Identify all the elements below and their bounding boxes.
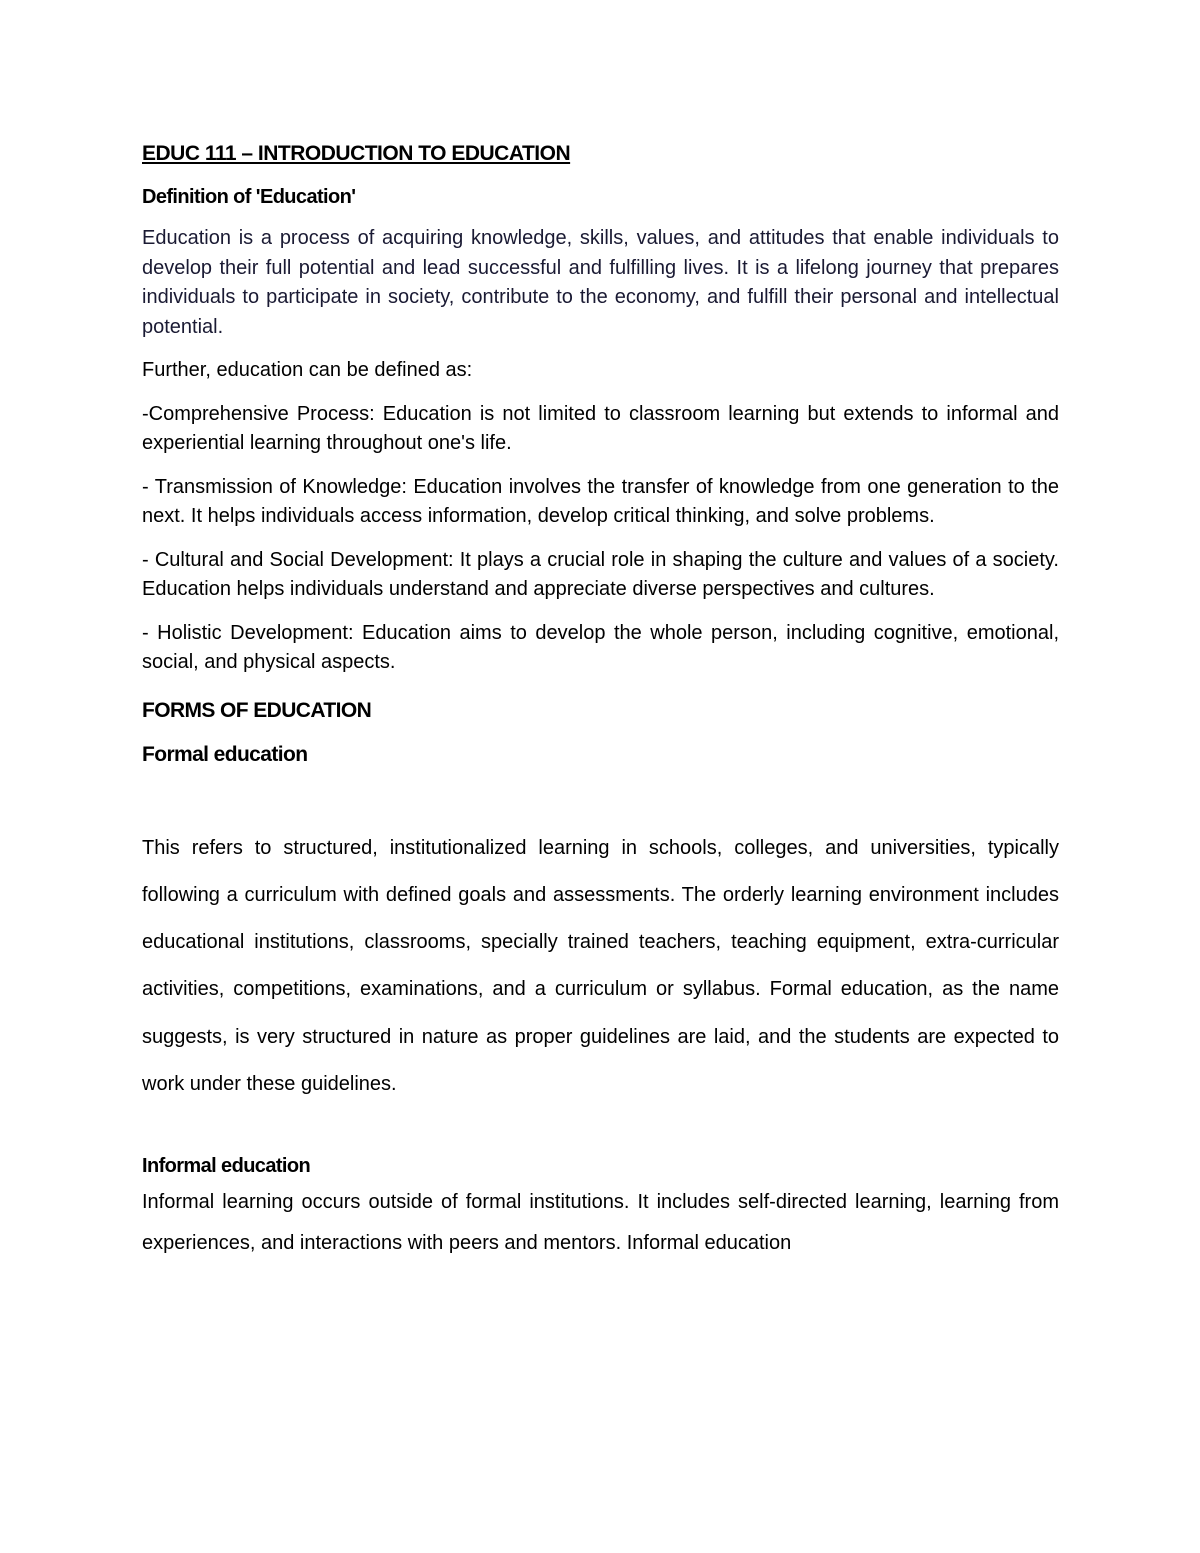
definition-point-cultural: - Cultural and Social Development: It plays a crucial role in shaping the culture and values of a society. Education helps individuals understand and appreciate diverse perspectives and cultures. xyxy=(142,548,1059,600)
definition-point-transmission: - Transmission of Knowledge: Education involves the transfer of knowledge from one generation to the next. It helps individuals access information, develop critical thinking, and solve problems. xyxy=(142,475,1059,527)
informal-education-paragraph: Informal learning occurs outside of formal institutions. It includes self-directed learning, learning from experiences, and interactions with peers and mentors. Informal education xyxy=(142,1191,1059,1255)
definition-heading: Definition of 'Education' xyxy=(142,186,356,208)
informal-education-heading: Informal education xyxy=(142,1155,311,1178)
definition-paragraph: Education is a process of acquiring knowledge, skills, values, and attitudes that enable individuals to develop their full potential and lead successful and fulfilling lives. It is a lifelong journey that prepares individuals to participate in society, contribute to the economy, and fulfill their personal and intellectual potential. xyxy=(142,227,1059,338)
formal-education-heading: Formal education xyxy=(142,742,308,766)
document-title: EDUC 111 – INTRODUCTION TO EDUCATION xyxy=(142,142,571,165)
definition-point-holistic: - Holistic Development: Education aims to develop the whole person, including cognitive, emotional, social, and physical aspects. xyxy=(142,621,1059,673)
formal-education-paragraph: This refers to structured, institutionalized learning in schools, colleges, and universities, typically following a curriculum with defined goals and assessments. The orderly learning environment includes educational institutions, classrooms, specially trained teachers, teaching equipment, extra-curricular activities, competitions, examinations, and a curriculum or syllabus. Formal education, as the name suggests, is very structured in nature as proper guidelines are laid, and the students are expected to work under these guidelines. xyxy=(142,836,1059,1095)
definition-point-comprehensive: -Comprehensive Process: Education is not limited to classroom learning but extends to informal and experiential learning throughout one's life. xyxy=(142,402,1059,454)
document-page xyxy=(142,138,1059,1264)
forms-heading: FORMS OF EDUCATION xyxy=(142,698,372,722)
further-intro: Further, education can be defined as: xyxy=(142,359,473,381)
